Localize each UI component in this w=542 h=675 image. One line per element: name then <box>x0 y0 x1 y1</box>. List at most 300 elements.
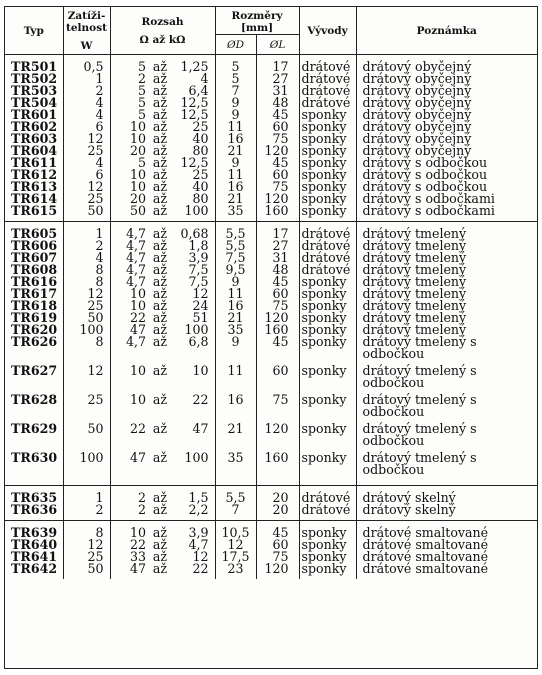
cell-typ: TR618 <box>5 300 63 312</box>
cell-d: 11 <box>215 169 256 181</box>
cell-typ: TR502 <box>5 73 63 85</box>
cell-a: 10 <box>129 167 146 182</box>
cell-pozn: drátový obyčejný <box>362 95 472 110</box>
header-zatizitelnost-line1: Zatíži- <box>67 9 106 22</box>
cell-w: 25 <box>63 551 110 563</box>
cell-w: 50 <box>63 312 110 324</box>
cell-d: 21 <box>215 312 256 324</box>
cell-d: 9,5 <box>215 264 256 276</box>
cell-d: 9 <box>215 157 256 169</box>
cell-pozn: drátový tmelený s odbočkou <box>362 334 477 361</box>
cell-vyvody: sponky <box>299 109 356 121</box>
cell-vyvody: sponky <box>299 205 356 222</box>
cell-l: 45 <box>256 276 299 288</box>
cell-l: 120 <box>256 312 299 324</box>
cell-typ: TR614 <box>5 193 63 205</box>
cell-vyvody: sponky <box>299 539 356 551</box>
cell-a: 4,7 <box>125 262 146 277</box>
cell-l: 120 <box>256 145 299 157</box>
cell-l: 75 <box>256 551 299 563</box>
cell-pozn: drátový tmelený <box>362 322 467 337</box>
cell-vyvody: sponky <box>299 551 356 563</box>
cell-pozn: drátové smaltované <box>362 537 489 552</box>
table-row <box>5 504 537 521</box>
cell-d: 35 <box>215 205 256 222</box>
cell-b: až <box>152 310 168 325</box>
cell-pozn: drátový tmelený s odbočkou <box>362 363 477 390</box>
table-row <box>5 394 537 423</box>
cell-b: až <box>152 83 168 98</box>
cell-vyvody: drátové <box>299 264 356 276</box>
table-row <box>5 365 537 394</box>
cell-l: 75 <box>256 133 299 145</box>
cell-a: 47 <box>110 452 147 486</box>
cell-c: 12,5 <box>173 157 215 169</box>
header-d-label: ØD <box>227 38 245 51</box>
cell-b: až <box>152 363 168 378</box>
cell-typ: TR504 <box>5 97 63 109</box>
cell-pozn: drátový tmelený <box>362 286 467 301</box>
cell-d: 7 <box>215 85 256 97</box>
cell-c: 100 <box>173 324 215 336</box>
cell-d: 11 <box>215 288 256 300</box>
cell-d: 21 <box>215 423 256 452</box>
cell-a: 5 <box>137 107 146 122</box>
cell-vyvody: sponky <box>299 276 356 288</box>
cell-d: 12 <box>215 539 256 551</box>
header-typ-label: Typ <box>23 24 44 37</box>
cell-l: 60 <box>256 169 299 181</box>
cell-pozn: drátový s odbočkami <box>362 191 495 206</box>
cell-pozn: drátový tmelený <box>362 274 467 289</box>
cell-a: 2 <box>137 490 146 505</box>
cell-vyvody: sponky <box>299 193 356 205</box>
cell-w: 4 <box>63 157 110 169</box>
cell-w: 25 <box>63 145 110 157</box>
cell-w: 100 <box>63 324 110 336</box>
cell-w: 100 <box>63 452 110 486</box>
cell-w: 25 <box>63 394 110 423</box>
cell-c: 12 <box>173 288 215 300</box>
cell-l: 120 <box>256 423 299 452</box>
cell-c: 4,7 <box>173 539 215 551</box>
cell-pozn: drátový tmelený s odbočkou <box>356 452 537 486</box>
cell-l: 75 <box>256 181 299 193</box>
cell-w: 12 <box>63 288 110 300</box>
cell-a: 22 <box>129 421 146 436</box>
cell-pozn: drátový tmelený s odbočkou <box>362 392 477 419</box>
cell-d: 23 <box>215 563 256 579</box>
cell-b: až <box>152 59 168 74</box>
cell-pozn: drátový tmelený <box>362 226 467 241</box>
cell-vyvody: drátové <box>299 55 356 74</box>
cell-w: 12 <box>63 539 110 551</box>
cell-b: až <box>152 286 168 301</box>
cell-pozn: drátový obyčejný <box>362 59 472 74</box>
resistor-table-sheet <box>4 6 538 669</box>
header-vyvody-label: Vývody <box>307 24 348 37</box>
cell-w: 12 <box>63 181 110 193</box>
table-row <box>5 205 537 222</box>
cell-c: 100 <box>173 205 215 222</box>
cell-l: 45 <box>256 336 299 365</box>
cell-a: 10 <box>129 119 146 134</box>
cell-l: 17 <box>256 222 299 241</box>
cell-c: 4 <box>173 73 215 85</box>
header-poznamka-label: Poznámka <box>416 24 477 37</box>
cell-pozn: drátový skelný <box>356 504 537 521</box>
cell-pozn: drátový tmelený <box>362 310 467 325</box>
cell-l: 75 <box>256 394 299 423</box>
cell-vyvody: sponky <box>299 145 356 157</box>
cell-c: 7,5 <box>173 276 215 288</box>
cell-w: 8 <box>63 521 110 540</box>
cell-w: 4 <box>63 252 110 264</box>
cell-vyvody: sponky <box>299 133 356 145</box>
cell-l: 31 <box>256 252 299 264</box>
table-body <box>5 55 537 580</box>
cell-a: 5 <box>137 155 146 170</box>
cell-vyvody: drátové <box>299 97 356 109</box>
cell-typ: TR620 <box>5 324 63 336</box>
cell-a: 5 <box>137 59 146 74</box>
cell-pozn: drátové smaltované <box>362 549 489 564</box>
cell-a: 4,7 <box>125 238 146 253</box>
cell-vyvody: sponky <box>299 521 356 540</box>
cell-pozn: drátový obyčejný <box>362 131 472 146</box>
cell-d: 7,5 <box>215 252 256 264</box>
cell-w: 50 <box>63 205 110 222</box>
cell-c: 0,68 <box>173 222 215 241</box>
cell-typ: TR606 <box>5 240 63 252</box>
cell-c: 40 <box>173 181 215 193</box>
cell-pozn: drátový obyčejný <box>362 107 472 122</box>
cell-d: 5,5 <box>215 222 256 241</box>
cell-w: 4 <box>63 109 110 121</box>
cell-w: 25 <box>63 300 110 312</box>
cell-w: 2 <box>63 85 110 97</box>
cell-typ: TR612 <box>5 169 63 181</box>
cell-c: 6,8 <box>173 336 215 365</box>
cell-a: 4,7 <box>125 274 146 289</box>
cell-c: 12 <box>173 551 215 563</box>
table-row <box>5 563 537 579</box>
cell-typ: TR629 <box>5 423 63 452</box>
header-zatizitelnost <box>63 7 110 55</box>
header-l <box>256 35 299 55</box>
cell-typ: TR608 <box>5 264 63 276</box>
cell-pozn: drátový s odbočkou <box>362 167 488 182</box>
cell-typ: TR640 <box>5 539 63 551</box>
cell-b: až <box>152 421 168 436</box>
cell-w: 1 <box>63 73 110 85</box>
cell-pozn: drátový obyčejný <box>362 143 472 158</box>
header-rozsah-label: Rozsah <box>141 15 184 28</box>
cell-b: až <box>152 71 168 86</box>
cell-l: 60 <box>256 365 299 394</box>
cell-c: 10 <box>173 365 215 394</box>
cell-typ: TR628 <box>5 394 63 423</box>
cell-pozn: drátové smaltované <box>362 525 489 540</box>
cell-pozn: drátový skelný <box>362 490 456 505</box>
cell-vyvody: drátové <box>299 73 356 85</box>
cell-c: 12,5 <box>173 97 215 109</box>
resistor-table <box>5 7 537 579</box>
cell-a: 5 <box>137 95 146 110</box>
cell-typ: TR603 <box>5 133 63 145</box>
cell-vyvody: sponky <box>299 181 356 193</box>
cell-pozn: drátový tmelený <box>362 262 467 277</box>
cell-vyvody: sponky <box>299 563 356 579</box>
cell-w: 4 <box>63 97 110 109</box>
cell-w: 6 <box>63 121 110 133</box>
cell-pozn: drátový obyčejný <box>362 83 472 98</box>
cell-l: 27 <box>256 73 299 85</box>
cell-c: 80 <box>173 193 215 205</box>
cell-vyvody: sponky <box>299 157 356 169</box>
cell-l: 20 <box>256 504 299 521</box>
cell-typ: TR617 <box>5 288 63 300</box>
cell-b: až <box>147 504 173 521</box>
header-rozmery <box>215 7 299 35</box>
cell-d: 35 <box>215 324 256 336</box>
cell-b: až <box>152 95 168 110</box>
cell-b: až <box>152 119 168 134</box>
cell-l: 60 <box>256 539 299 551</box>
cell-a: 2 <box>110 504 147 521</box>
cell-w: 0,5 <box>63 55 110 74</box>
header-vyvody <box>299 7 356 55</box>
cell-d: 5 <box>215 73 256 85</box>
table-header <box>5 7 537 55</box>
cell-a: 20 <box>129 191 146 206</box>
cell-pozn: drátové smaltované <box>362 561 489 576</box>
cell-b: až <box>152 537 168 552</box>
cell-b: až <box>152 490 168 505</box>
cell-vyvody: sponky <box>299 394 356 423</box>
cell-c: 40 <box>173 133 215 145</box>
table-row <box>5 486 537 505</box>
cell-typ: TR626 <box>5 336 63 365</box>
cell-w: 12 <box>63 365 110 394</box>
cell-a: 10 <box>129 131 146 146</box>
cell-w: 2 <box>63 504 110 521</box>
cell-vyvody: drátové <box>299 85 356 97</box>
cell-a: 22 <box>129 310 146 325</box>
cell-b: až <box>152 238 168 253</box>
cell-b: až <box>147 452 173 486</box>
cell-a: 47 <box>129 561 146 576</box>
cell-b: až <box>152 525 168 540</box>
cell-d: 35 <box>215 452 256 486</box>
cell-l: 31 <box>256 85 299 97</box>
cell-a: 10 <box>129 298 146 313</box>
cell-b: až <box>152 298 168 313</box>
cell-pozn: drátový s odbočkami <box>356 205 537 222</box>
cell-c: 24 <box>173 300 215 312</box>
cell-vyvody: sponky <box>299 121 356 133</box>
cell-typ: TR619 <box>5 312 63 324</box>
cell-vyvody: sponky <box>299 365 356 394</box>
cell-l: 60 <box>256 121 299 133</box>
cell-typ: TR613 <box>5 181 63 193</box>
header-d <box>215 35 256 55</box>
header-rozsah <box>110 7 215 55</box>
cell-c: 80 <box>173 145 215 157</box>
cell-pozn: drátový tmelený s odbočkou <box>362 421 477 448</box>
cell-d: 5 <box>215 55 256 74</box>
cell-d: 17,5 <box>215 551 256 563</box>
cell-typ: TR607 <box>5 252 63 264</box>
cell-b: až <box>152 392 168 407</box>
cell-b: až <box>152 561 168 576</box>
cell-vyvody: drátové <box>299 504 356 521</box>
cell-pozn: drátový obyčejný <box>362 71 472 86</box>
cell-l: 75 <box>256 300 299 312</box>
cell-d: 7 <box>215 504 256 521</box>
cell-a: 10 <box>129 363 146 378</box>
cell-a: 10 <box>129 392 146 407</box>
cell-d: 10,5 <box>215 521 256 540</box>
cell-c: 1,5 <box>173 486 215 505</box>
cell-pozn: drátový s odbočkou <box>362 179 488 194</box>
cell-a: 20 <box>129 143 146 158</box>
cell-pozn: drátový s odbočkou <box>362 155 488 170</box>
cell-l: 20 <box>256 486 299 505</box>
cell-l: 45 <box>256 521 299 540</box>
cell-c: 2,2 <box>173 504 215 521</box>
header-zatizitelnost-unit: W <box>80 39 93 52</box>
cell-b: až <box>152 226 168 241</box>
cell-typ: TR602 <box>5 121 63 133</box>
cell-a: 4,7 <box>125 226 146 241</box>
cell-c: 47 <box>173 423 215 452</box>
cell-vyvody: sponky <box>299 336 356 365</box>
cell-typ: TR604 <box>5 145 63 157</box>
cell-typ: TR639 <box>5 521 63 540</box>
cell-c: 3,9 <box>173 521 215 540</box>
header-typ <box>5 7 63 55</box>
cell-d: 11 <box>215 121 256 133</box>
cell-c: 22 <box>173 563 215 579</box>
cell-b: až <box>152 322 168 337</box>
cell-pozn: drátový tmelený <box>362 250 467 265</box>
cell-l: 48 <box>256 264 299 276</box>
cell-l: 45 <box>256 109 299 121</box>
cell-a: 5 <box>137 83 146 98</box>
cell-l: 27 <box>256 240 299 252</box>
cell-vyvody: drátové <box>299 222 356 241</box>
cell-l: 160 <box>256 452 299 486</box>
cell-typ: TR641 <box>5 551 63 563</box>
cell-b: až <box>152 250 168 265</box>
cell-vyvody: sponky <box>299 169 356 181</box>
cell-vyvody: sponky <box>299 452 356 486</box>
cell-d: 9 <box>215 276 256 288</box>
cell-d: 5,5 <box>215 486 256 505</box>
cell-b: až <box>152 155 168 170</box>
cell-c: 6,4 <box>173 85 215 97</box>
cell-vyvody: sponky <box>299 300 356 312</box>
cell-d: 11 <box>215 365 256 394</box>
cell-a: 22 <box>129 537 146 552</box>
cell-c: 1,25 <box>173 55 215 74</box>
cell-typ: TR636 <box>5 504 63 521</box>
cell-d: 9 <box>215 97 256 109</box>
cell-w: 6 <box>63 169 110 181</box>
cell-vyvody: sponky <box>299 324 356 336</box>
cell-typ: TR611 <box>5 157 63 169</box>
cell-a: 33 <box>129 549 146 564</box>
cell-d: 21 <box>215 193 256 205</box>
cell-l: 160 <box>256 324 299 336</box>
header-rozmery-label: Rozměry [mm] <box>231 10 283 34</box>
cell-l: 120 <box>256 193 299 205</box>
cell-typ: TR616 <box>5 276 63 288</box>
cell-pozn: drátový tmelený <box>362 238 467 253</box>
cell-w: 1 <box>63 222 110 241</box>
cell-w: 12 <box>63 133 110 145</box>
cell-typ: TR605 <box>5 222 63 241</box>
cell-w: 8 <box>63 336 110 365</box>
header-poznamka <box>356 7 537 55</box>
header-rozsah-unit: Ω až kΩ <box>139 33 186 46</box>
cell-d: 9 <box>215 109 256 121</box>
cell-w: 2 <box>63 240 110 252</box>
cell-a: 10 <box>129 286 146 301</box>
cell-vyvody: drátové <box>299 240 356 252</box>
cell-typ: TR615 <box>5 205 63 222</box>
cell-d: 16 <box>215 133 256 145</box>
cell-a: 4,7 <box>125 334 146 349</box>
cell-b: až <box>152 167 168 182</box>
cell-c: 12,5 <box>173 109 215 121</box>
cell-w: 8 <box>63 264 110 276</box>
cell-l: 45 <box>256 157 299 169</box>
cell-l: 60 <box>256 288 299 300</box>
cell-l: 48 <box>256 97 299 109</box>
cell-l: 160 <box>256 205 299 222</box>
cell-b: až <box>147 205 173 222</box>
cell-typ: TR635 <box>5 486 63 505</box>
cell-d: 9 <box>215 336 256 365</box>
cell-b: až <box>152 107 168 122</box>
cell-vyvody: drátové <box>299 486 356 505</box>
cell-a: 47 <box>129 322 146 337</box>
cell-a: 10 <box>129 179 146 194</box>
cell-d: 16 <box>215 181 256 193</box>
cell-d: 16 <box>215 300 256 312</box>
cell-vyvody: sponky <box>299 312 356 324</box>
cell-c: 7,5 <box>173 264 215 276</box>
cell-b: až <box>152 179 168 194</box>
cell-d: 16 <box>215 394 256 423</box>
cell-typ: TR501 <box>5 55 63 74</box>
cell-d: 5,5 <box>215 240 256 252</box>
cell-l: 120 <box>256 563 299 579</box>
cell-typ: TR627 <box>5 365 63 394</box>
header-l-label: ØL <box>269 38 286 51</box>
cell-c: 25 <box>173 121 215 133</box>
cell-typ: TR642 <box>5 563 63 579</box>
table-row <box>5 336 537 365</box>
cell-w: 8 <box>63 276 110 288</box>
cell-c: 22 <box>173 394 215 423</box>
cell-typ: TR601 <box>5 109 63 121</box>
cell-vyvody: drátové <box>299 252 356 264</box>
cell-w: 1 <box>63 486 110 505</box>
cell-pozn: drátový obyčejný <box>362 119 472 134</box>
